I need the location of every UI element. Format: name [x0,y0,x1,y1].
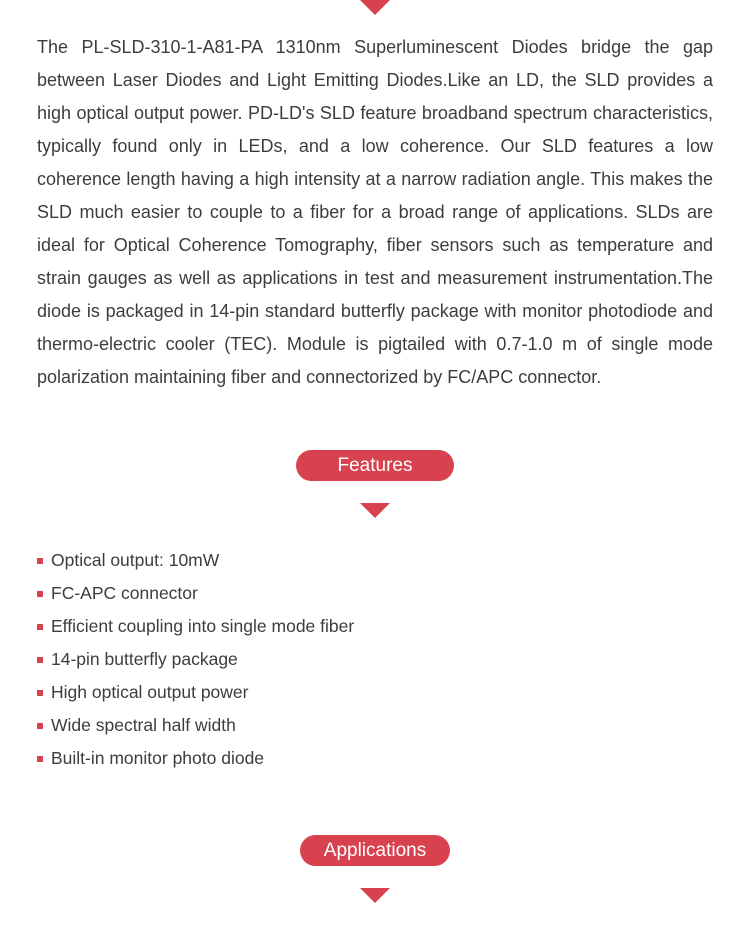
square-bullet-icon [37,591,43,597]
feature-item-label: 14-pin butterfly package [51,649,238,669]
product-description-text: The PL-SLD-310-1-A81-PA 1310nm Superluminescent Diodes bridge the gap between Laser Diodes and Light Emitting Diodes.Like an LD, the SLD provides a high optical output power. PD-LD's SLD feature broadband spectrum characteristics, typically found only in LEDs, and a low coherence. Our SLD features a low coherence length having a high intensity at a narrow radiation angle. This makes the SLD much easier to couple to a fiber for a broad range of applications. SLDs are ideal for Optical Coherence Tomography, fiber sensors such as temperature and strain gauges as well as applications in test and measurement instrumentation.The diode is packaged in 14-pin standard butterfly package with monitor photodiode and thermo-electric cooler (TEC). Module is pigtailed with 0.7-1.0 m of single mode polarization maintaining fiber and connectorized by FC/APC connector. [37,37,713,387]
list-item [37,643,713,676]
square-bullet-icon [37,690,43,696]
feature-item-label: Built-in monitor photo diode [51,748,265,768]
list-item [37,709,713,742]
feature-item-label: High optical output power [51,682,249,702]
down-triangle-icon [360,888,390,903]
square-bullet-icon [37,624,43,630]
features-badge: Features [296,450,454,481]
list-item [37,742,713,775]
down-triangle-icon [360,503,390,518]
square-bullet-icon [37,558,43,564]
applications-section-header [0,835,750,866]
square-bullet-icon [37,756,43,762]
top-divider [0,0,750,15]
applications-badge: Applications [300,835,450,866]
list-item [37,676,713,709]
features-divider [0,503,750,518]
down-triangle-icon [360,0,390,15]
features-list [37,544,713,775]
square-bullet-icon [37,723,43,729]
list-item [37,577,713,610]
feature-item-label: Wide spectral half width [51,715,236,735]
square-bullet-icon [37,657,43,663]
feature-item-label: Efficient coupling into single mode fiber [51,616,355,636]
feature-item-label: FC-APC connector [51,583,198,603]
features-section-header [0,450,750,481]
feature-item-label: Optical output: 10mW [51,550,220,570]
list-item [37,544,713,577]
applications-divider [0,888,750,903]
list-item [37,610,713,643]
